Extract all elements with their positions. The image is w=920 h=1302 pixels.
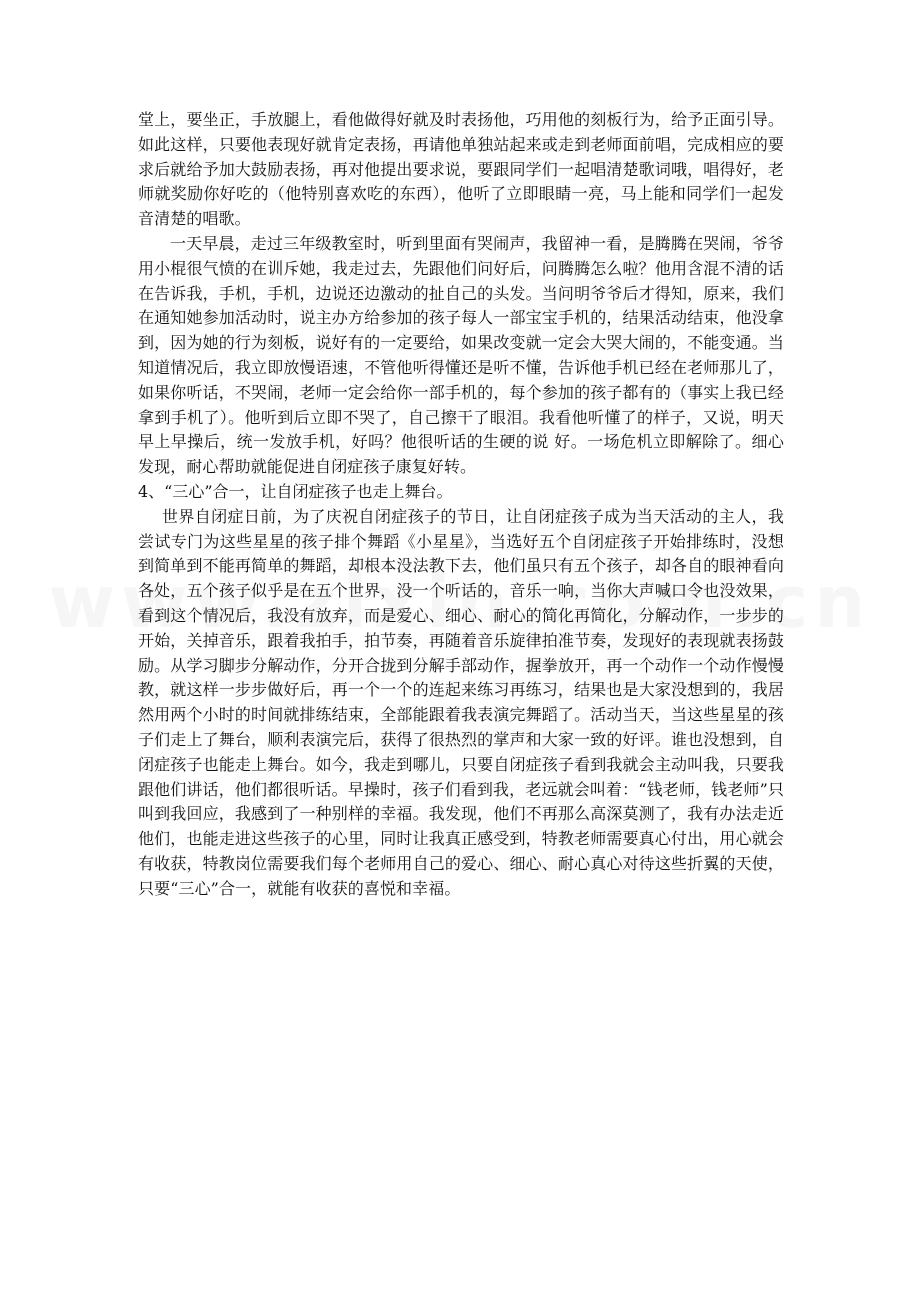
section-heading: 4、“三心”合一，让自闭症孩子也走上舞台。 bbox=[138, 481, 453, 501]
document-body bbox=[138, 108, 784, 902]
paragraph-continued: 堂上，要坐正，手放腿上，看他做得好就及时表扬他，巧用他的刻板行为，给予正面引导。如此这样，只要他表现好就肯定表扬，再请他单独站起来或走到老师面前唱，完成相应的要求后就给予加大鼓励表扬，再对他提出要求说，要跟同学们一起唱清楚歌词哦，唱得好，老师就奖励你好吃的（他特别喜欢吃的东西），他听了立即眼睛一亮，马上能和同学们一起发音清楚的唱歌。 bbox=[138, 110, 784, 229]
paragraph-phone-story: 一天早晨，走过三年级教室时，听到里面有哭闹声，我留神一看，是腾腾在哭闹，爷爷用小棍很气愤的在训斥她，我走过去，先跟他们问好后，问腾腾怎么啦？他用含混不清的话在告诉我，手机，手机，边说还边激动的扯自己的头发。当问明爷爷后才得知，原来，我们在通知她参加活动时，说主办方给参加的孩子每人一部宝宝手机的，结果活动结束，他没拿到，因为她的行为刻板，说好有的一定要给，如果改变就一定会大哭大闹的，不能变通。当知道情况后，我立即放慢语速，不管他听得懂还是听不懂，告诉他手机已经在老师那儿了，如果你听话，不哭闹，老师一定会给你一部手机的，每个参加的孩子都有的（事实上我已经拿到手机了）。他听到后立即不哭了，自己擦干了眼泪。我看他听懂了的样子，又说，明天早上早操后，统一发放手机，好吗？他很听话的生硬的说 好。一场危机立即解除了。细心发现，耐心帮助就能促进自闭症孩子康复好转。 bbox=[138, 233, 784, 477]
paragraph-dance-story: 世界自闭症日前，为了庆祝自闭症孩子的节日，让自闭症孩子成为当天活动的主人，我尝试专门为这些星星的孩子排个舞蹈《小星星》，当选好五个自闭症孩子开始排练时，没想到简单到不能再简单的舞蹈，却根本没法教下去，他们虽只有五个孩子，却各自的眼神看向各处，五个孩子似乎是在五个世界，没一个听话的，音乐一响，当你大声喊口令也没效果，看到这个情况后，我没有放弃，而是爱心、细心、耐心的简化再简化，分解动作，一步步的开始，关掉音乐，跟着我拍手，拍节奏，再随着音乐旋律拍准节奏，发现好的表现就表扬鼓励。从学习脚步分解动作，分开合拢到分解手部动作，握拳放开，再一个动作一个动作慢慢教，就这样一步步做好后，再一个一个的连起来练习再练习，结果也是大家没想到的，我居然用两个小时的时间就排练结束，全部能跟着我表演完舞蹈了。活动当天，当这些星星的孩子们走上了舞台，顺利表演完后，获得了很热烈的掌声和大家一致的好评。谁也没想到，自闭症孩子也能走上舞台。如今，我走到哪儿，只要自闭症孩子看到我就会主动叫我，只要我跟他们讲话，他们都很听话。早操时，孩子们看到我，老远就会叫着：“钱老师，钱老师”只叫到我回应，我感到了一种别样的幸福。我发现，他们不再那么高深莫测了，我有办法走近他们，也能走进这些孩子的心里，同时让我真正感受到，特教老师需要真心付出，用心就会有收获，特教岗位需要我们每个老师用自己的爱心、细心、耐心真心对待这些折翼的天使，只要“三心”合一，就能有收获的喜悦和幸福。 bbox=[138, 506, 784, 898]
